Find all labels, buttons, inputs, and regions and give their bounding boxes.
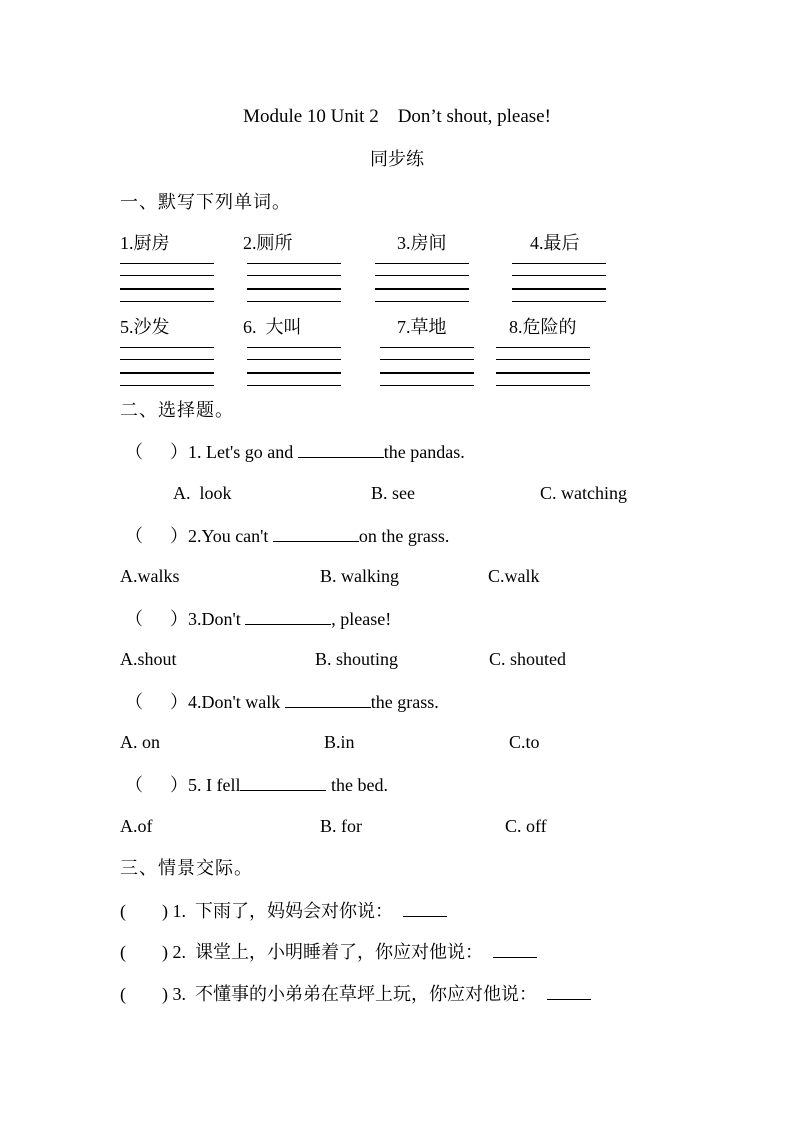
question-1 bbox=[125, 439, 465, 464]
answer-blank[interactable] bbox=[547, 981, 591, 1000]
word-label: 4.最后 bbox=[530, 233, 580, 253]
question-text: on the grass. bbox=[358, 526, 450, 546]
question-number: （ ）1. Let's go and bbox=[125, 442, 294, 462]
writing-lines[interactable] bbox=[375, 263, 469, 303]
word-label: 1.厨房 bbox=[120, 233, 170, 253]
question-4 bbox=[125, 689, 439, 714]
question-text: , please! bbox=[331, 609, 392, 629]
option-b: B.in bbox=[324, 732, 355, 752]
question-2 bbox=[125, 523, 449, 548]
writing-lines[interactable] bbox=[247, 263, 341, 303]
option-b: B. shouting bbox=[315, 649, 399, 669]
option-a: A.of bbox=[120, 816, 153, 836]
writing-lines[interactable] bbox=[120, 347, 214, 387]
answer-blank[interactable] bbox=[245, 606, 331, 625]
word-label: 2.厕所 bbox=[243, 233, 293, 253]
question-text: the bed. bbox=[326, 775, 388, 795]
question-3 bbox=[125, 606, 391, 631]
word-label: 6. 大叫 bbox=[243, 317, 302, 337]
writing-lines[interactable] bbox=[380, 347, 474, 387]
option-c: C.to bbox=[509, 732, 540, 752]
option-c: C. shouted bbox=[489, 649, 567, 669]
writing-lines[interactable] bbox=[247, 347, 341, 387]
question-number: （ ）5. I fell bbox=[125, 775, 241, 795]
answer-blank[interactable] bbox=[403, 898, 447, 917]
item-text: 下雨了，妈妈会对你说： bbox=[195, 901, 393, 921]
question-number: （ ）2.You can't bbox=[125, 526, 269, 546]
item-text: 不懂事的小弟弟在草坪上玩，你应对他说： bbox=[195, 984, 537, 1004]
answer-blank[interactable] bbox=[285, 689, 371, 708]
section1-heading: 一、默写下列单词。 bbox=[120, 192, 291, 212]
question-number: （ ）4.Don't walk bbox=[125, 692, 281, 712]
dialog-item-3 bbox=[120, 981, 591, 1006]
option-b: B. for bbox=[320, 816, 362, 836]
question-text: the grass. bbox=[370, 692, 439, 712]
item-text: 课堂上，小明睡着了，你应对他说： bbox=[195, 942, 483, 962]
writing-lines[interactable] bbox=[512, 263, 606, 303]
writing-lines[interactable] bbox=[120, 263, 214, 303]
page-subtitle: 同步练 bbox=[370, 149, 424, 169]
option-b: B. see bbox=[371, 483, 415, 503]
section3-heading: 三、情景交际。 bbox=[120, 858, 253, 878]
option-c: C. off bbox=[505, 816, 547, 836]
answer-blank[interactable] bbox=[298, 439, 384, 458]
question-text: the pandas. bbox=[383, 442, 465, 462]
answer-blank[interactable] bbox=[240, 772, 326, 791]
word-label: 5.沙发 bbox=[120, 317, 170, 337]
item-number: ( ) 2. bbox=[120, 942, 186, 962]
word-label: 7.草地 bbox=[397, 317, 447, 337]
option-b: B. walking bbox=[320, 566, 399, 586]
question-5 bbox=[125, 772, 388, 797]
page-title: Module 10 Unit 2 Don’t shout, please! bbox=[243, 106, 551, 127]
option-a: A. look bbox=[173, 483, 232, 503]
item-number: ( ) 1. bbox=[120, 901, 186, 921]
word-label: 8.危险的 bbox=[509, 317, 577, 337]
option-a: A.shout bbox=[120, 649, 177, 669]
word-label: 3.房间 bbox=[397, 233, 447, 253]
item-number: ( ) 3. bbox=[120, 984, 186, 1004]
answer-blank[interactable] bbox=[493, 939, 537, 958]
option-a: A.walks bbox=[120, 566, 180, 586]
answer-blank[interactable] bbox=[273, 523, 359, 542]
writing-lines[interactable] bbox=[496, 347, 590, 387]
section2-heading: 二、选择题。 bbox=[120, 400, 234, 420]
option-c: C. watching bbox=[540, 483, 627, 503]
option-c: C.walk bbox=[488, 566, 540, 586]
question-number: （ ）3.Don't bbox=[125, 609, 241, 629]
dialog-item-1 bbox=[120, 898, 447, 923]
dialog-item-2 bbox=[120, 939, 537, 964]
option-a: A. on bbox=[120, 732, 160, 752]
